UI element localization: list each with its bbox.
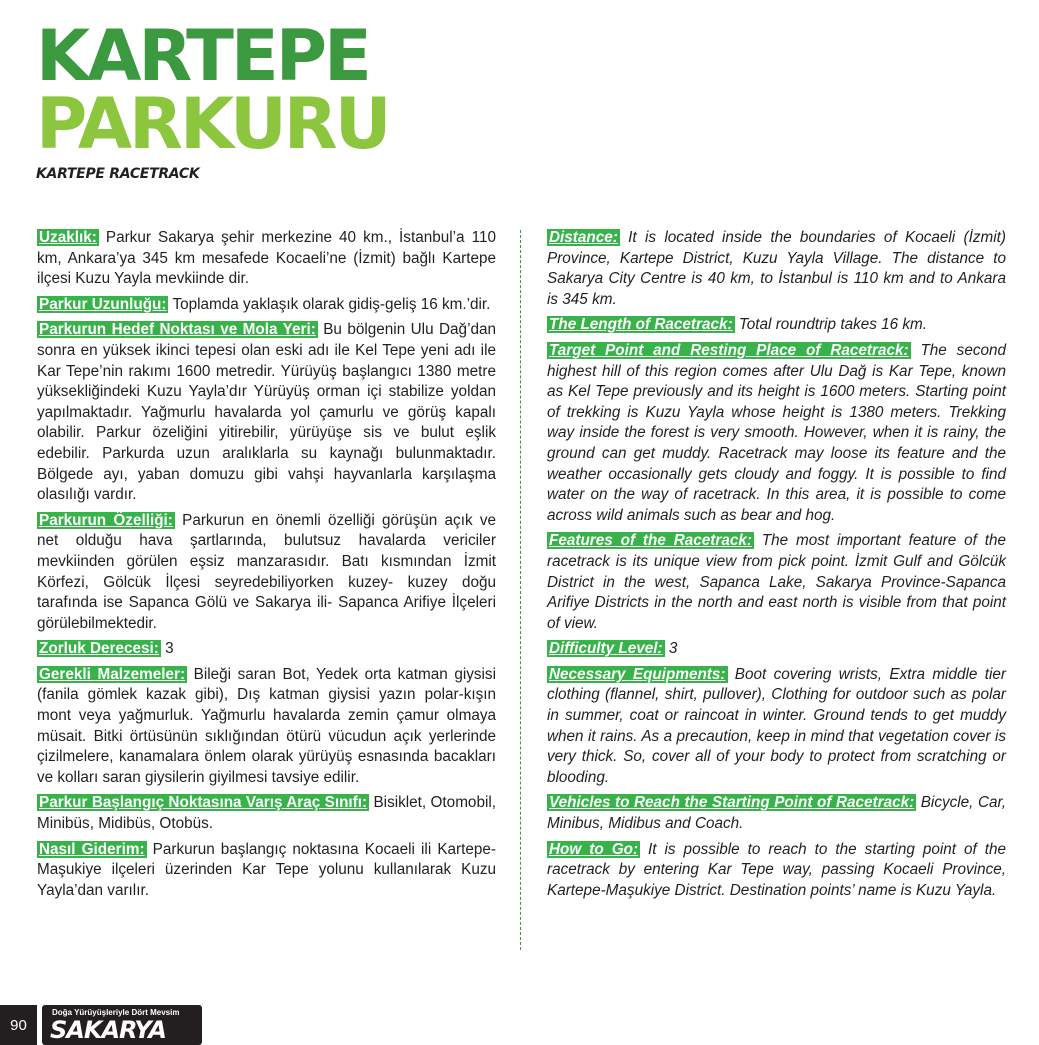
en-target-label: Target Point and Resting Place of Racetrack:	[549, 341, 909, 359]
title-block	[36, 15, 389, 182]
en-distance-text: It is located inside the boundaries of Kocaeli (İzmit) Province, Kartepe District, Kuzu Yayla Village. The distance to Sakarya City Centre is 40 km, to İstanbul is 110 km and to Ankara is 345 km.	[547, 229, 1006, 308]
sakarya-logo	[42, 1005, 202, 1045]
tr-distance-label: Uzaklık:	[39, 229, 97, 246]
en-vehicles-text: Bicycle, Car, Minibus, Midibus and Coach.	[547, 794, 1006, 833]
tr-difficulty-label: Zorluk Derecesi:	[39, 640, 159, 658]
tr-vehicles-text: Bisiklet, Otomobil, Minibüs, Midibüs, Otobüs.	[37, 794, 496, 833]
en-equipment	[547, 665, 1006, 789]
en-target	[547, 341, 1006, 526]
tr-length-label: Parkur Uzunluğu:	[39, 295, 167, 313]
tr-difficulty	[37, 639, 496, 660]
tr-target-label: Parkurun Hedef Noktası ve Mola Yeri:	[39, 321, 316, 339]
tr-distance-text: Parkur Sakarya şehir merkezine 40 km., İstanbul’a 110 km, Ankara’ya 345 km mesafede Kocaeli’ne (İzmit) bağlı Kartepe ilçesi Kuzu Yayla mevkiinde dir.	[37, 229, 496, 288]
en-distance-label: Distance:	[549, 229, 618, 246]
en-distance	[547, 228, 1006, 310]
tr-equipment-label: Gerekli Malzemeler:	[39, 665, 186, 683]
tr-equipment-text: Bileği saran Bot, Yedek orta katman giysisi (fanila gömlek kazak gibi), Dış katman giysisi yazın polar-kışın mont veya yağmurluk. Yağmurlu havalarda zemin çamur olmaya müsait. Bitki örtüsünün sıklığından ötürü vücudun açık yerlerinde çizilmelere, kanamalara önlem olarak yürüyüş esnasında bacakları ve kolları saran giysilerin giyilmesi tavsiye edilir.	[37, 665, 496, 786]
tr-target-text: Bu bölgenin Ulu Dağ’dan sonra en yüksek ikinci tepesi olan eski adı ile Kel Tepe yeni adı ile Kar Tepe’nin rakımı 1600 metredir. Yürüyüş başlangıcı 1380 metre yüksekliğindeki Kuzu Yayla’dır Yürüyüş orman içi stabilize yoldan yapılmaktadır. Yağmurlu havalarda yol çamurlu ve görüş kapalı olabilir. Parkur özeliğini yitirebilir, yürüyüşe sis ve bulut eşlik edebilir. Parkurda uzun aralıklarla su kaynağı bulunmaktadır. Bölgede ayı, yaban domuzu gibi vahşi hayvanlarla karşılaşma olasılığı vardır.	[37, 321, 496, 504]
page-title-line1: KARTEPE	[36, 15, 369, 97]
en-length	[547, 315, 1006, 336]
tr-features	[37, 511, 496, 635]
en-length-label: The Length of Racetrack:	[549, 316, 733, 334]
tr-features-text: Parkurun en önemli özelliği görüşün açık ve net olduğu hava şartlarında, bulutsuz havalarda vericiler mevkiinden görülen eşsiz manzarasıdır. Batı kısmından İzmit Körfezi, Gölcük İlçesi seyredebiliyorken kuzey- kuzey doğu tarafında ise Sapanca Gölü ve Sakarya ili- Sapanca Arifiye İlçeleri görülebilmektedir.	[37, 511, 496, 632]
tr-length-text: Toplamda yaklaşık olarak gidiş-geliş 16 km.’dir.	[168, 295, 491, 313]
tr-how-to-go	[37, 840, 496, 902]
page-subtitle: KARTEPE RACETRACK	[36, 166, 200, 182]
logo-wordmark: SAKARYA	[50, 1016, 166, 1044]
en-difficulty-label: Difficulty Level:	[549, 640, 663, 658]
tr-features-label: Parkurun Özelliği:	[39, 511, 173, 529]
tr-difficulty-text: 3	[160, 640, 174, 658]
en-how-to-go-text: It is possible to reach to the starting point of the racetrack by entering Kar Tepe way, passing Kocaeli Province, Kartepe-Maşukiye District. Destination points’ name is Kuzu Yayla.	[547, 840, 1006, 899]
en-features-text: The most important feature of the racetrack is its unique view from pick point. İzmit Gulf and Gölcük District in the west, Sapanca Lake, Sakarya Province-Sapanca Arifiye Districts in the north and east north is visible from that point of view.	[547, 532, 1006, 632]
column-divider	[520, 230, 521, 950]
en-vehicles	[547, 793, 1006, 834]
en-features-label: Features of the Racetrack:	[549, 532, 752, 550]
tr-equipment	[37, 665, 496, 789]
en-how-to-go-label: How to Go:	[549, 840, 639, 858]
en-difficulty	[547, 639, 1006, 660]
tr-how-to-go-text: Parkurun başlangıç noktasına Kocaeli ili Kartepe-Maşukiye ilçeleri üzerinden Kar Tepe yolunu kullanılarak Kuzu Yayla’dan varılır.	[37, 840, 496, 899]
page-number: 90	[0, 1005, 37, 1045]
en-target-text: The second highest hill of this region comes after Ulu Dağ is Kar Tepe, known as Kel Tepe previously and its height is 1600 meters. Starting point of trekking is Kuzu Yayla whose height is 1380 meters. Trekking way inside the forest is very smooth. However, when it is rainy, the ground can get muddy. Racetrack may loose its feature and the weather occasionally gets cloudy and foggy. It is possible to find water on the way of racetrack. In this area, it is possible to come across wild animals such as bear and hog.	[547, 341, 1007, 524]
en-difficulty-text: 3	[664, 640, 678, 658]
english-column	[547, 228, 1006, 906]
page-title-line2: PARKURU	[36, 83, 389, 165]
en-equipment-text: Boot covering wrists, Extra middle tier clothing (flannel, shirt, pullover), Clothing for outdoor such as polar in summer, coat or raincoat in winter. Ground tends to get muddy when it rains. As a precaution, keep in mind that vegetation cover is very thick. So, cover all of your body to protect from scratching or blooding.	[547, 665, 1006, 786]
en-how-to-go	[547, 840, 1006, 902]
en-vehicles-label: Vehicles to Reach the Starting Point of Racetrack:	[549, 794, 915, 812]
en-features	[547, 531, 1006, 634]
tr-target	[37, 320, 496, 505]
en-length-text: Total roundtrip takes 16 km.	[734, 316, 928, 334]
logo-tagline: Doğa Yürüyüşleriyle Dört Mevsim	[52, 1008, 180, 1017]
tr-vehicles-label: Parkur Başlangıç Noktasına Varış Araç Sınıfı:	[39, 794, 368, 812]
tr-how-to-go-label: Nasıl Giderim:	[39, 840, 145, 858]
tr-vehicles	[37, 793, 496, 834]
tr-length	[37, 295, 496, 316]
en-equipment-label: Necessary Equipments:	[549, 665, 726, 683]
tr-distance	[37, 228, 496, 290]
turkish-column	[37, 228, 496, 906]
